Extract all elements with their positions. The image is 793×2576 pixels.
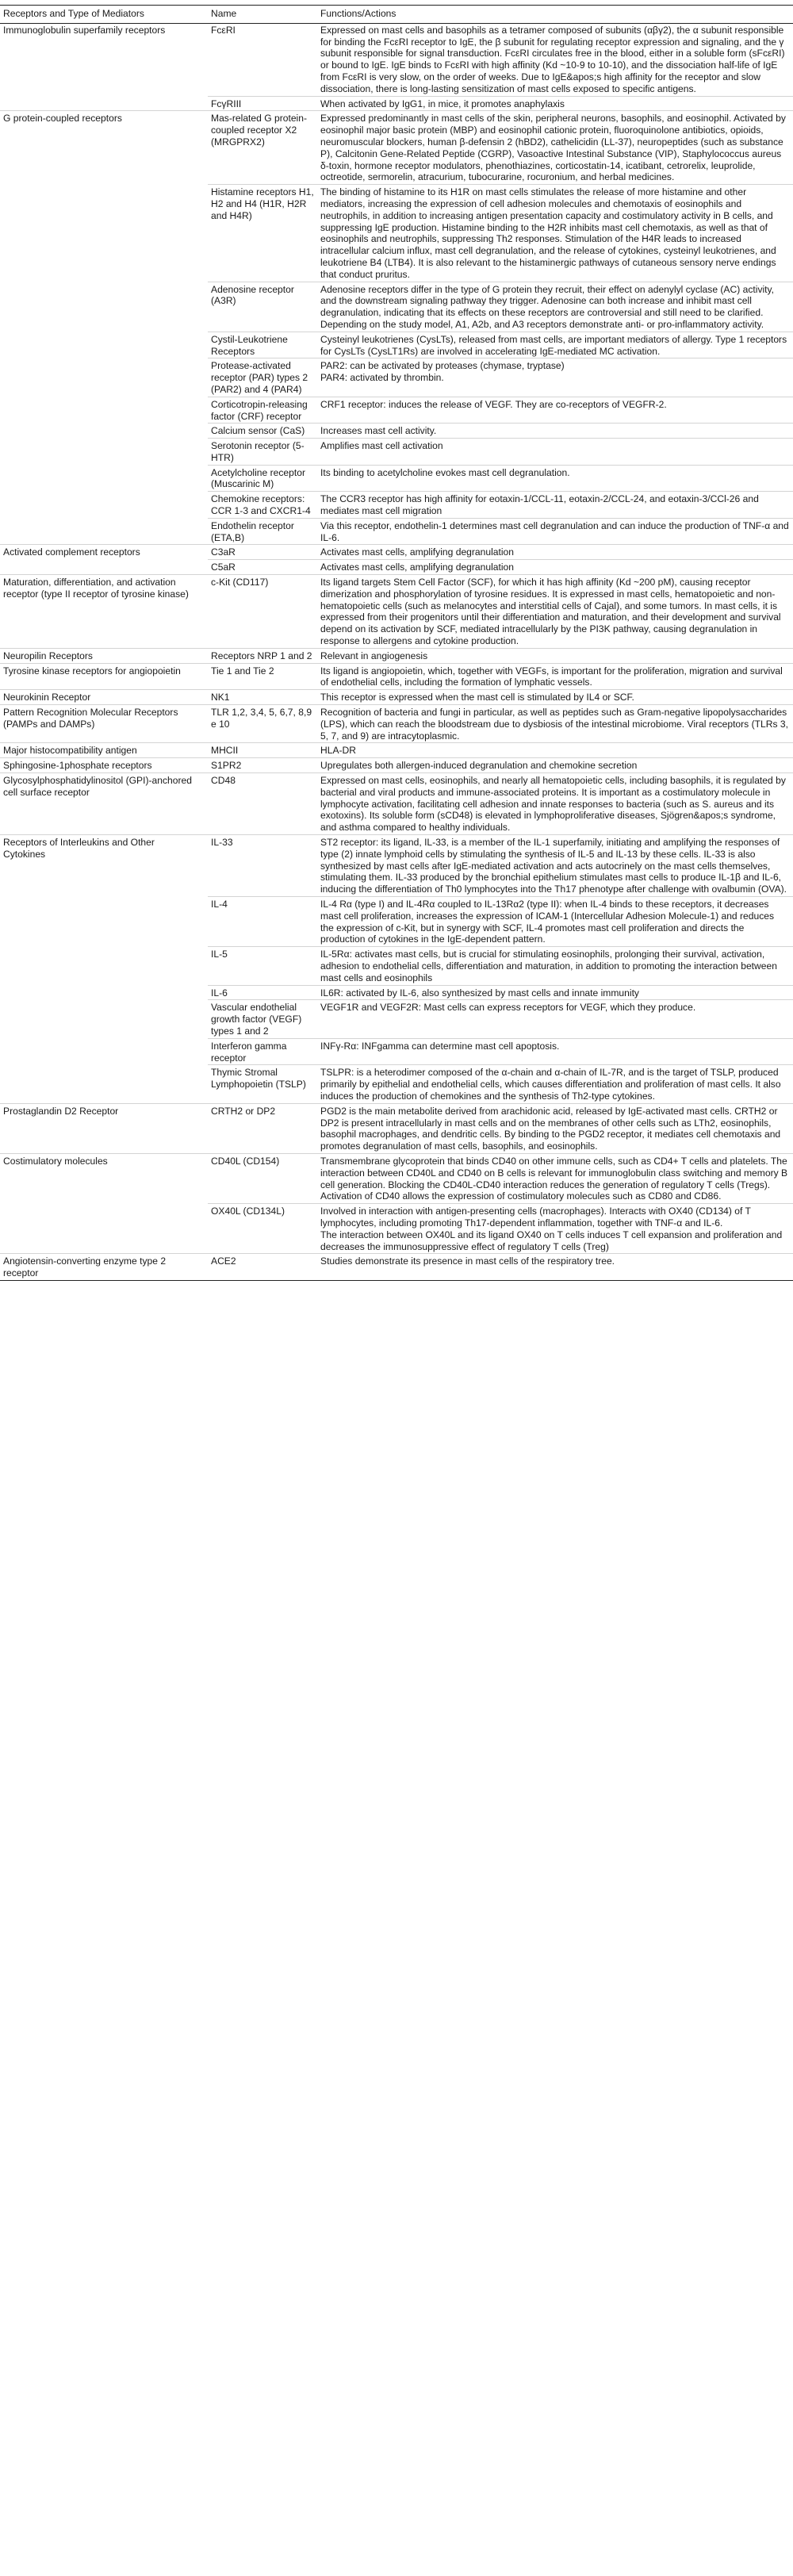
table-row	[0, 518, 793, 545]
receptor-name-cell: S1PR2	[208, 758, 317, 773]
receptor-name-cell: NK1	[208, 690, 317, 705]
function-paragraph: Upregulates both allergen-induced degranulation and chemokine secretion	[320, 760, 638, 772]
receptor-category-cell: Tyrosine kinase receptors for angiopoietin	[0, 663, 208, 690]
receptor-function-cell	[317, 332, 793, 358]
table-row	[0, 1204, 793, 1254]
receptor-category-cell	[0, 1204, 208, 1254]
receptor-function-cell	[317, 1204, 793, 1254]
receptor-function-cell	[317, 1153, 793, 1203]
receptor-category-cell	[0, 985, 208, 1000]
receptor-name-cell: IL-4	[208, 896, 317, 946]
table-row	[0, 773, 793, 835]
receptor-function-cell	[317, 358, 793, 397]
receptor-name-cell: MHCII	[208, 743, 317, 758]
receptor-category-cell	[0, 896, 208, 946]
function-paragraph: Expressed on mast cells and basophils as a tetramer composed of subunits (αβγ2), the α subunit responsible for binding the FcεRI receptor to IgE, the β subunit for regulating receptor expression and signaling, and the γ subunit responsible for signal transduction. FcεRI circulates free in the blood, either in a soluble form (sFcεRI) or bound to IgE. IgE binds to FcεRI with high affinity (Kd ~10-9 to 10-10), and the dissociation half-life of IgE from FcεRI is very slow, on the order of weeks. Due to IgE&apos;s high affinity for the receptor and slow dissociation, there is long-lasting sensitization of mast cells exposed to specific antigens.	[320, 24, 785, 94]
function-paragraph: IL-4 Rα (type I) and IL-4Rα coupled to IL-13Rα2 (type II): when IL-4 binds to these receptors, it decreases mast cell proliferation, increases the expression of ICAM-1 (Intercellular Adhesion Molecule-1) and reduces the expression of c-Kit, but in synergy with SCF, IL-4 promotes mast cell proliferation and directs the production of cytokines in the IgE-dependent pattern.	[320, 898, 775, 945]
receptor-function-cell	[317, 560, 793, 575]
receptor-name-cell: CD40L (CD154)	[208, 1153, 317, 1203]
receptor-name-cell: IL-6	[208, 985, 317, 1000]
header-receptors: Receptors and Type of Mediators	[0, 6, 208, 24]
receptor-name-cell: IL-33	[208, 835, 317, 897]
receptor-function-cell	[317, 947, 793, 985]
receptor-name-cell: Histamine receptors H1, H2 and H4 (H1R, H2R and H4R)	[208, 185, 317, 282]
receptor-function-cell	[317, 397, 793, 424]
receptor-category-cell	[0, 96, 208, 111]
function-paragraph: Its ligand is angiopoietin, which, together with VEGFs, is important for the proliferation, migration and survival of endothelial cells, including the formation of lymphatic vessels.	[320, 665, 783, 688]
receptor-name-cell: FcεRI	[211, 24, 236, 36]
receptor-category-cell: G protein-coupled receptors	[0, 111, 208, 185]
table-row	[0, 648, 793, 663]
table-row	[0, 663, 793, 690]
function-paragraph: HLA-DR	[320, 745, 357, 757]
receptor-name-cell: OX40L (CD134L)	[208, 1204, 317, 1254]
receptor-category-cell: Pattern Recognition Molecular Receptors (PAMPs and DAMPs)	[0, 705, 208, 743]
function-paragraph: TSLPR: is a heterodimer composed of the α-chain and α-chain of IL-7R, and is the target of TSLP, produced primarily by epithelial and endothelial cells, which causes differentiation and proliferation of mast cells. It also induces the production of chemokines and the synthesis of Th2-type cytokines.	[320, 1067, 781, 1102]
receptor-name-cell: C3aR	[208, 545, 317, 560]
receptor-category-cell	[0, 397, 208, 424]
receptor-name-cell: CRTH2 or DP2	[208, 1103, 317, 1153]
receptor-function-cell	[317, 648, 793, 663]
receptor-name-cell: Cystil-Leukotriene Receptors	[208, 332, 317, 358]
receptor-name-cell: CD48	[208, 773, 317, 835]
table-row	[0, 705, 793, 743]
receptor-function-cell	[317, 1000, 793, 1038]
table-body	[0, 23, 793, 1280]
table-row	[0, 743, 793, 758]
table-row	[0, 545, 793, 560]
receptor-name-cell: Chemokine receptors: CCR 1-3 and CXCR1-4	[208, 492, 317, 519]
receptor-category-cell	[0, 560, 208, 575]
table-row	[0, 835, 793, 897]
receptor-function-cell	[317, 743, 793, 758]
receptor-function-cell	[317, 758, 793, 773]
receptor-name-cell: c-Kit (CD117)	[208, 575, 317, 649]
receptor-function-cell	[317, 111, 793, 185]
table-row	[0, 424, 793, 439]
table-row	[0, 690, 793, 705]
receptor-name-cell: Mas-related G protein-coupled receptor X2 (MRGPRX2)	[208, 111, 317, 185]
receptor-name-cell: IL-5	[208, 947, 317, 985]
receptor-name-cell: Corticotropin-releasing factor (CRF) receptor	[208, 397, 317, 424]
function-paragraph: Activates mast cells, amplifying degranulation	[320, 546, 515, 558]
table-row	[0, 96, 793, 111]
receptor-category-cell	[0, 282, 208, 332]
receptor-category-cell: Receptors of Interleukins and Other Cytokines	[0, 835, 208, 897]
receptor-name-cell: Calcium sensor (CaS)	[208, 424, 317, 439]
receptor-function-cell	[317, 424, 793, 439]
receptor-name-cell: Endothelin receptor (ETA,B)	[208, 518, 317, 545]
receptor-name-cell: Acetylcholine receptor (Muscarinic M)	[208, 465, 317, 492]
table-row	[0, 1065, 793, 1103]
function-paragraph: IL6R: activated by IL-6, also synthesized by mast cells and innate immunity	[320, 987, 639, 999]
function-paragraph: Its ligand targets Stem Cell Factor (SCF), for which it has high affinity (Kd ~200 pM), causing receptor dimerization and phosphorylation of tyrosine residues. It is expressed in mast cells, hematopoietic and non-hematopoietic cells (such as melanocytes and interstitial cells of Cajal), and some tumors. In mast cells, it is expressed from their progenitors until their differentiation and maturation, and their development and survival depend on its activation by SCF, mediated intracellularly by the PI3K pathway, causing degranulation in response to allergens and cytokine production.	[320, 577, 781, 647]
table-row	[0, 111, 793, 185]
table-row	[0, 1000, 793, 1038]
table-row	[0, 358, 793, 397]
receptor-category-cell: Sphingosine-1phosphate receptors	[0, 758, 208, 773]
receptor-name-cell: Adenosine receptor (A3R)	[208, 282, 317, 332]
table-row	[0, 575, 793, 649]
receptor-function-cell	[317, 575, 793, 649]
function-paragraph: Transmembrane glycoprotein that binds CD40 on other immune cells, such as CD4+ T cells and platelets. The interaction between CD40L and CD40 on B cells is relevant for immunoglobulin class switching and memory B cell generation. Blocking the CD40L-CD40 interaction reduces the generation of regulatory T cells (Tregs). Activation of CD40 allows the expression of costimulatory molecules such as CD80 and CD86.	[320, 1155, 788, 1202]
function-paragraph: Via this receptor, endothelin-1 determines mast cell degranulation and can induce the production of TNF-α and IL-6.	[320, 519, 789, 543]
receptor-function-cell	[317, 1254, 793, 1281]
receptor-category-cell: Immunoglobulin superfamily receptors	[3, 24, 166, 36]
receptor-name-cell: FcγRIII	[208, 96, 317, 111]
receptor-category-cell: Neuropilin Receptors	[0, 648, 208, 663]
receptor-name-cell: Thymic Stromal Lymphopoietin (TSLP)	[208, 1065, 317, 1103]
receptor-category-cell: Angiotensin-converting enzyme type 2 receptor	[0, 1254, 208, 1281]
function-paragraph: Activates mast cells, amplifying degranulation	[320, 562, 515, 573]
receptor-function-cell	[317, 96, 793, 111]
table-row	[0, 896, 793, 946]
table-row	[0, 439, 793, 466]
receptor-category-cell	[0, 439, 208, 466]
receptor-category-cell	[0, 947, 208, 985]
receptor-category-cell: Glycosylphosphatidylinositol (GPI)-anchored cell surface receptor	[0, 773, 208, 835]
receptor-function-cell	[317, 545, 793, 560]
receptor-name-cell: C5aR	[208, 560, 317, 575]
receptor-category-cell	[0, 1065, 208, 1103]
function-paragraph: Involved in interaction with antigen-presenting cells (macrophages). Interacts with OX40 (CD134) of T lymphocytes, including promoting Th17-dependent inflammation, together with TNF-α and IL-6.	[320, 1206, 751, 1229]
header-functions: Functions/Actions	[317, 6, 793, 24]
receptors-table-page	[0, 0, 793, 1281]
function-paragraph: CRF1 receptor: induces the release of VEGF. They are co-receptors of VEGFR-2.	[320, 398, 667, 410]
receptor-name-cell: Serotonin receptor (5-HTR)	[208, 439, 317, 466]
receptor-name-cell: Vascular endothelial growth factor (VEGF) types 1 and 2	[208, 1000, 317, 1038]
function-paragraph: PGD2 is the main metabolite derived from arachidonic acid, released by IgE-activated mast cells. CRTH2 or DP2 is present intracellularly in mast cells and on the membranes of other cells such as LTh2, eosinophils, basophil macrophages, and dendritic cells. By binding to the PGD2 receptor, it mediates cell chemotaxis and promotes degranulation of mast cells, basophils, and eosinophils.	[320, 1105, 781, 1152]
receptor-category-cell	[0, 358, 208, 397]
function-paragraph: ST2 receptor: its ligand, IL-33, is a member of the IL-1 superfamily, initiating and amplifying the responses of type (2) innate lymphoid cells by stimulating the synthesis of IL-5 and IL-13 by these cells. IL-33 is also synthesized by mast cells after IgE-mediated activation and acts autocrinely on the mast cells themselves, stimulating them. IL-33 produced by the bronchial epithelium stimulates mast cells to produce IL-1β and IL-6, inducing the differentiation of Th0 lymphocytes into the Th17 phenotype after challenge with ovalbumin (OVA).	[320, 837, 787, 895]
receptor-category-cell	[0, 1000, 208, 1038]
receptor-function-cell	[317, 282, 793, 332]
receptor-function-cell	[317, 896, 793, 946]
receptor-category-cell	[0, 518, 208, 545]
function-paragraph: When activated by IgG1, in mice, it promotes anaphylaxis	[320, 98, 565, 109]
table-row	[0, 947, 793, 985]
table-row	[0, 23, 793, 96]
table-row	[0, 1254, 793, 1281]
table-row	[0, 492, 793, 519]
receptor-category-cell	[0, 332, 208, 358]
receptor-name-cell: Interferon gamma receptor	[208, 1038, 317, 1065]
receptor-function-cell	[317, 1065, 793, 1103]
function-paragraph: Amplifies mast cell activation	[320, 440, 443, 452]
receptor-category-cell	[0, 185, 208, 282]
receptor-category-cell: Neurokinin Receptor	[0, 690, 208, 705]
receptor-function-cell	[317, 690, 793, 705]
function-paragraph: Its binding to acetylcholine evokes mast cell degranulation.	[320, 466, 570, 478]
receptor-function-cell	[317, 663, 793, 690]
receptor-category-cell	[0, 465, 208, 492]
table-row	[0, 758, 793, 773]
receptor-category-cell: Prostaglandin D2 Receptor	[0, 1103, 208, 1153]
receptor-category-cell: Activated complement receptors	[0, 545, 208, 560]
table-row	[0, 985, 793, 1000]
receptor-function-cell	[317, 185, 793, 282]
table-header-row	[0, 6, 793, 24]
table-row	[0, 560, 793, 575]
function-paragraph: Recognition of bacteria and fungi in particular, as well as peptides such as Gram-negative lipopolysaccharides (LPS), which can reach the bloodstream due to dysbiosis of the intestinal microbiome. Viral receptors (TLRs 3, 5, 7, and 9) are intracytoplasmic.	[320, 707, 788, 742]
receptors-table	[0, 5, 793, 1281]
receptor-name-cell: ACE2	[208, 1254, 317, 1281]
function-paragraph: Adenosine receptors differ in the type of G protein they recruit, their effect on adenylyl cyclase (AC) activity, and the downstream signaling pathway they trigger. Adenosine can both increase and inhibit mast cell degranulation, indicating that its effects on these receptors are controversial and still need to be clarified. Depending on the study model, A1, A2b, and A3 receptors demonstrate anti- or pro-inflammatory activity.	[320, 283, 775, 330]
receptor-function-cell	[317, 1038, 793, 1065]
function-paragraph: PAR2: can be activated by proteases (chymase, tryptase)	[320, 360, 565, 372]
receptor-category-cell: Major histocompatibility antigen	[0, 743, 208, 758]
receptor-function-cell	[317, 773, 793, 835]
receptor-category-cell: Costimulatory molecules	[0, 1153, 208, 1203]
receptor-function-cell	[317, 518, 793, 545]
function-paragraph: Increases mast cell activity.	[320, 425, 437, 437]
function-paragraph: PAR4: activated by thrombin.	[320, 372, 444, 384]
function-paragraph: Studies demonstrate its presence in mast cells of the respiratory tree.	[320, 1255, 615, 1267]
receptor-category-cell	[0, 424, 208, 439]
receptor-category-cell	[0, 1038, 208, 1065]
receptor-function-cell	[317, 835, 793, 897]
receptor-function-cell	[317, 465, 793, 492]
function-paragraph: Relevant in angiogenesis	[320, 650, 428, 661]
table-row	[0, 185, 793, 282]
receptor-name-cell: Protease-activated receptor (PAR) types 2 (PAR2) and 4 (PAR4)	[208, 358, 317, 397]
function-paragraph: IL-5Rα: activates mast cells, but is crucial for stimulating eosinophils, prolonging their survival, activation, adhesion to endothelial cells, differentiation and maturation, in addition to promoting the interaction between mast cells and eosinophils	[320, 949, 777, 983]
receptor-function-cell	[317, 1103, 793, 1153]
header-name: Name	[208, 6, 317, 24]
receptor-function-cell	[317, 23, 793, 96]
table-row	[0, 332, 793, 358]
receptor-function-cell	[317, 985, 793, 1000]
function-paragraph: Expressed on mast cells, eosinophils, and nearly all hematopoietic cells, including basophils, it is regulated by bacterial and viral products and immune-associated proteins. It is important as a costimulatory molecule in lymphocyte activation, facilitating cell adhesion and innate responses to bacteria (such as S. aureus and its exotoxins). Its soluble form (sCD48) is elevated in lymphoproliferative diseases, Sjögren&apos;s syndrome, and asthma compared to healthy individuals.	[320, 775, 786, 834]
function-paragraph: The interaction between OX40L and its ligand OX40 on T cells induces T cell expansion and proliferation and decreases the immunosuppressive effect of regulatory T cells (Treg)	[320, 1229, 783, 1252]
function-paragraph: Cysteinyl leukotrienes (CysLTs), released from mast cells, are important mediators of allergy. Type 1 receptors for CysLTs (CysLT1Rs) are involved in accelerating IgE-mediated MC activation.	[320, 333, 787, 357]
table-row	[0, 1153, 793, 1203]
table-row	[0, 465, 793, 492]
function-paragraph: This receptor is expressed when the mast cell is stimulated by IL4 or SCF.	[320, 692, 634, 703]
receptor-category-cell	[0, 492, 208, 519]
function-paragraph: The CCR3 receptor has high affinity for eotaxin-1/CCL-11, eotaxin-2/CCL-24, and eotaxin-3/CCl-26 and mediates mast cell migration	[320, 493, 759, 517]
table-row	[0, 1103, 793, 1153]
table-row	[0, 1038, 793, 1065]
table-row	[0, 397, 793, 424]
function-paragraph: INFγ-Rα: INFgamma can determine mast cell apoptosis.	[320, 1040, 560, 1052]
receptor-function-cell	[317, 492, 793, 519]
function-paragraph: Expressed predominantly in mast cells of the skin, peripheral neurons, basophils, and eosinophil. Activated by eosinophil major basic protein (MBP) and eosinophil cationic protein, fluoroquinolone antibiotics, opioids, neuromuscular blockers, human β-defensin 2 (hBD2), cathelicidin (LL-37), neuropeptides (such as substance P), Calcitonin Gene-Related Peptide (CGRP), Vasoactive Intestinal Substance (VIP), Staphylococcus aureus δ-toxin, hormone receptor modulators, phenothiazines, corticostatin-14, icatibant, cetrorelix, leuprolide, octreotide, sermorelin, atracurium, tubocurarine, rocuronium, and herbal medicines.	[320, 113, 786, 183]
receptor-function-cell	[317, 705, 793, 743]
function-paragraph: The binding of histamine to its H1R on mast cells stimulates the release of more histamine and other mediators, increasing the expression of cell adhesion molecules and chemotaxis of eosinophils and neutrophils, in addition to increasing antigen presentation capacity and costimulatory activity in B cells, and suppressing IgE production. Histamine binding to the H2R inhibits mast cell chemotaxis, as well as that of eosinophils and neutrophils, suppressing Th2 responses. Stimulation of the H4R leads to increased intracellular calcium influx, mast cell degranulation, and the release of cytokines, cysteinyl leukotrienes, and leukotriene B4 (LTB4). It is also relevant to the histaminergic pathways of cutaneous sensory nerve endings that conduct pruritus.	[320, 186, 776, 280]
table-row	[0, 282, 793, 332]
receptor-name-cell: Tie 1 and Tie 2	[208, 663, 317, 690]
receptor-function-cell	[317, 439, 793, 466]
function-paragraph: VEGF1R and VEGF2R: Mast cells can express receptors for VEGF, which they produce.	[320, 1002, 696, 1014]
receptor-category-cell: Maturation, differentiation, and activation receptor (type II receptor of tyrosine kinase)	[0, 575, 208, 649]
receptor-name-cell: TLR 1,2, 3,4, 5, 6,7, 8,9 e 10	[208, 705, 317, 743]
receptor-name-cell: Receptors NRP 1 and 2	[208, 648, 317, 663]
